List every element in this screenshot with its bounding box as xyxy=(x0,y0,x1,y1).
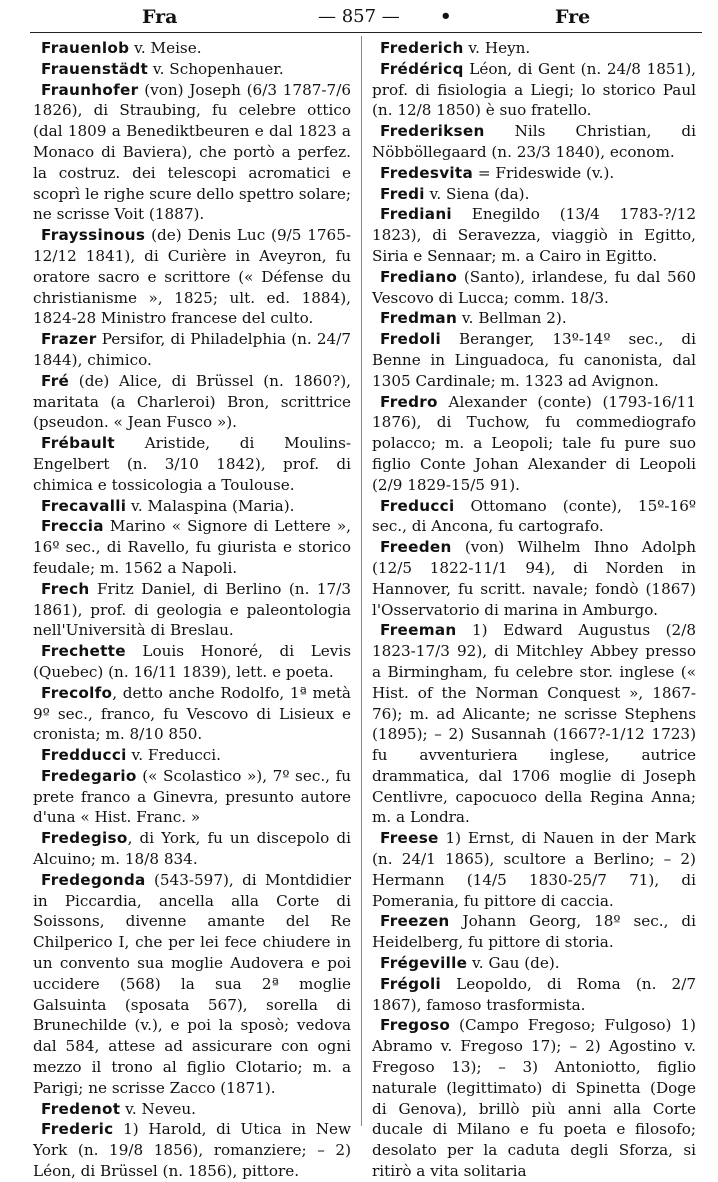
entry-text: 1) Edward Augustus (2/8 1823-17/3 92), di Mitchley Abbey presso a Birmingham, fu celebre stor. inglese (« Hist. of the Norman Conquest », 1867-76); m. ad Alicante; ne scrisse Stephens (1895); – 2) Susannah (1667?-1/12 1723) fu avventuriera inglese, autrice drammatica, dal 1706 moglie di Joseph Centlivre, capocuoco della Regina Anna; m. a Londra. xyxy=(372,621,696,827)
dictionary-entry xyxy=(372,392,696,496)
entry-headword: Freese xyxy=(380,829,439,848)
dictionary-entry xyxy=(372,204,696,266)
entry-headword: Frech xyxy=(41,579,90,598)
entry-headword: Frecolfo xyxy=(41,683,113,702)
dictionary-entry xyxy=(33,870,351,1099)
entry-text: Beranger, 13º-14º sec., di Benne in Linguadoca, fu canonista, dal 1305 Cardinale; m. 1323 ad Avignon. xyxy=(372,330,696,390)
entry-headword: Frediano xyxy=(380,267,458,286)
dictionary-entry xyxy=(33,433,351,495)
entry-text: 1) Ernst, di Nauen in der Mark (n. 24/1 1865), scultore a Berlino; – 2) Hermann (14/5 1830-25/7 71), di Pomerania, fu pittore di caccia. xyxy=(372,829,696,910)
entry-text: Fritz Daniel, di Berlino (n. 17/3 1861), prof. di geologia e paleontologia nell'Università di Breslau. xyxy=(33,579,351,640)
entry-headword: Fredoli xyxy=(380,330,442,349)
dictionary-entry xyxy=(33,516,351,578)
dictionary-entry xyxy=(33,496,351,517)
entry-headword: Frégoli xyxy=(380,974,442,993)
entry-headword: Fredegario xyxy=(41,766,137,785)
entry-text: Leopoldo, di Roma (n. 2/7 1867), famoso trasformista. xyxy=(372,974,696,1014)
dictionary-entry xyxy=(33,371,351,433)
header-rule xyxy=(30,32,702,33)
dictionary-entry xyxy=(33,225,351,329)
entry-text: Alexander (conte) (1793-16/11 1876), di Tuchow, fu commediografo polacco; m. a Leopoli; tale fu pure suo figlio Conte Johan Alexander di Leopoli (2/9 1829-15/5 91). xyxy=(372,392,696,494)
entry-headword: Frederich xyxy=(380,39,464,57)
dictionary-entry xyxy=(372,308,696,329)
entry-text: Enegildo (13/4 1783-?/12 1823), di Seravezza, viaggiò in Egitto, Siria e Sennaar; m. a Cairo in Egitto. xyxy=(372,205,696,265)
dictionary-entry xyxy=(372,620,696,828)
dictionary-entry xyxy=(33,641,351,683)
left-column xyxy=(33,38,351,1181)
header-left-guide-word: Fra xyxy=(142,6,178,28)
entry-headword: Fredro xyxy=(380,392,438,411)
entry-text: v. Freducci. xyxy=(126,746,221,765)
entry-text: v. Malaspina (Maria). xyxy=(126,496,295,515)
entry-headword: Fredegonda xyxy=(41,870,146,889)
entry-text: Aristide, di Moulins-Engelbert (n. 3/10 1842), prof. di chimica e tossicologia a Toulouse. xyxy=(33,434,351,494)
entry-text: , detto anche Rodolfo, 1ª metà 9º sec., franco, fu Vescovo di Lisieux e cronista; m. 8/10 850. xyxy=(33,683,351,744)
dictionary-entry xyxy=(372,329,696,391)
dictionary-entry xyxy=(372,1015,696,1181)
dictionary-entry xyxy=(372,537,696,620)
dictionary-entry xyxy=(33,745,351,766)
entry-text: (543-597), di Montdidier in Piccardia, ancella alla Corte di Soissons, divenne amante del Re Chilperico I, che per lei fece chiudere in un convento sua moglie Audovera e poi uccidere (568) la sua 2ª moglie Galsuinta (sposata 567), sorella di Brunechilde (v.), e poi la sposò; vedova dal 584, attese ad assicurare con ogni mezzo il trono al figlio Clotario; m. a Parigi; ne scrisse Zacco (1871). xyxy=(33,870,351,1097)
dictionary-entry xyxy=(372,59,696,121)
dictionary-entry xyxy=(372,121,696,163)
dictionary-entry xyxy=(372,911,696,953)
entry-headword: Frechette xyxy=(41,642,126,661)
column-divider xyxy=(361,36,362,1126)
entry-text: (von) Joseph (6/3 1787-7/6 1826), di Straubing, fu celebre ottico (dal 1809 a Benediktbeuren e dal 1823 a Monaco di Baviera), che portò a perfez. la costruz. dei telescopi acromatici e scoprì le righe scure dello spettro solare; ne scrisse Voit (1887). xyxy=(33,80,351,224)
right-column xyxy=(372,38,696,1181)
entry-text: 1) Harold, di Utica in New York (n. 19/8 1856), romanziere; – 2) Léon, di Brüssel (n. 1856), pittore. xyxy=(33,1120,351,1181)
entry-headword: Freeman xyxy=(380,621,457,640)
entry-text: v. Meise. xyxy=(129,39,202,57)
entry-text: v. Schopenhauer. xyxy=(148,59,284,78)
page-number: — 857 — xyxy=(318,6,400,27)
entry-headword: Freducci xyxy=(380,496,455,515)
dictionary-entry xyxy=(33,828,351,870)
header-dot: • xyxy=(440,6,452,27)
dictionary-entry xyxy=(372,184,696,205)
entry-text: (de) Alice, di Brüssel (n. 1860?), maritata (a Charleroi) Bron, scrittrice (pseudon. « Jean Fusco »). xyxy=(33,371,351,432)
entry-headword: Fredman xyxy=(380,309,458,328)
dictionary-entry xyxy=(33,1119,351,1181)
entry-headword: Frediani xyxy=(380,205,452,224)
dictionary-entry xyxy=(33,38,351,59)
entry-text: v. Heyn. xyxy=(463,39,531,57)
entry-headword: Frégeville xyxy=(380,954,468,973)
entry-text: = Frideswide (v.). xyxy=(473,163,615,182)
dictionary-entry xyxy=(372,496,696,538)
entry-text: (de) Denis Luc (9/5 1765-12/12 1841), di Curière in Aveyron, fu oratore sacro e scrittore (« Défense du christianisme », 1825; ult. ed. 1884), 1824-28 Ministro francese del culto. xyxy=(33,226,351,328)
entry-text: Nils Christian, di Nöbböllegaard (n. 23/3 1840), econom. xyxy=(372,122,696,161)
entry-headword: Freeden xyxy=(380,538,452,557)
dictionary-entry xyxy=(372,267,696,309)
entry-headword: Frayssinous xyxy=(41,226,146,245)
entry-text: (Santo), irlandese, fu dal 560 Vescovo di Lucca; comm. 18/3. xyxy=(372,267,696,307)
entry-text: Ottomano (conte), 15º-16º sec., di Ancona, fu cartografo. xyxy=(372,496,696,536)
entry-headword: Fredegiso xyxy=(41,829,128,848)
dictionary-entry xyxy=(33,329,351,371)
entry-headword: Frederic xyxy=(41,1120,114,1139)
dictionary-entry xyxy=(33,59,351,80)
dictionary-entry xyxy=(372,828,696,911)
entry-text: (« Scolastico »), 7º sec., fu prete franco a Ginevra, presunto autore d'una « Hist. Franc. » xyxy=(33,766,351,827)
entry-text: Johann Georg, 18º sec., di Heidelberg, fu pittore di storia. xyxy=(372,912,696,952)
entry-headword: Fredesvita xyxy=(380,163,474,182)
entry-text: (von) Wilhelm Ihno Adolph (12/5 1822-11/1 94), di Norden in Hannover, fu scritt. navale; fondò (1867) l'Osservatorio di marina in Amburgo. xyxy=(372,538,696,619)
entry-headword: Freccia xyxy=(41,517,104,536)
entry-headword: Fredi xyxy=(380,184,425,203)
entry-text: v. Neveu. xyxy=(120,1099,196,1118)
entry-headword: Freezen xyxy=(380,912,450,931)
dictionary-entry xyxy=(372,163,696,184)
entry-headword: Frauenstädt xyxy=(41,59,149,78)
entry-headword: Frederiksen xyxy=(380,122,485,141)
dictionary-entry xyxy=(372,974,696,1016)
entry-headword: Fredducci xyxy=(41,746,127,765)
entry-headword: Frazer xyxy=(41,330,97,349)
entry-text: , di York, fu un discepolo di Alcuino; m. 18/8 834. xyxy=(33,829,351,869)
entry-headword: Fré xyxy=(41,371,70,390)
entry-headword: Frébault xyxy=(41,434,115,453)
entry-text: v. Gau (de). xyxy=(467,954,560,973)
entry-text: Léon, di Gent (n. 24/8 1851), prof. di fisiologia a Liegi; lo storico Paul (n. 12/8 1850) è suo fratello. xyxy=(372,59,696,120)
dictionary-entry xyxy=(372,953,696,974)
dictionary-entry xyxy=(33,683,351,745)
header-right-guide-word: Fre xyxy=(555,6,591,28)
entry-text: Marino « Signore di Lettere », 16º sec., di Ravello, fu giurista e storico feudale; m. 1562 a Napoli. xyxy=(33,517,351,577)
dictionary-entry xyxy=(33,1099,351,1120)
entry-headword: Fraunhofer xyxy=(41,80,139,99)
dictionary-entry xyxy=(372,38,696,59)
entry-headword: Fregoso xyxy=(380,1016,451,1035)
entry-headword: Frecavalli xyxy=(41,496,127,515)
entry-text: v. Siena (da). xyxy=(424,184,530,203)
entry-text: (Campo Fregoso; Fulgoso) 1) Abramo v. Fregoso 17); – 2) Agostino v. Fregoso 13); – 3) Antoniotto, figlio naturale (legittimato) di Spinetta (Doge di Genova), brillò più anni alla Corte ducale di Milano e fu poeta e filosofo; desolato per la caduta degli Sforza, si ritirò a vita solitaria xyxy=(372,1016,696,1181)
dictionary-entry xyxy=(33,766,351,828)
dictionary-entry xyxy=(33,80,351,226)
entry-text: v. Bellman 2). xyxy=(457,309,567,328)
entry-headword: Frauenlob xyxy=(41,39,130,57)
entry-text: Louis Honoré, di Levis (Quebec) (n. 16/11 1839), lett. e poeta. xyxy=(33,642,351,681)
entry-headword: Fredenot xyxy=(41,1099,121,1118)
entry-text: Persifor, di Philadelphia (n. 24/7 1844), chimico. xyxy=(33,330,351,369)
entry-headword: Frédéricq xyxy=(380,59,464,78)
page-header xyxy=(0,6,718,32)
dictionary-entry xyxy=(33,579,351,641)
